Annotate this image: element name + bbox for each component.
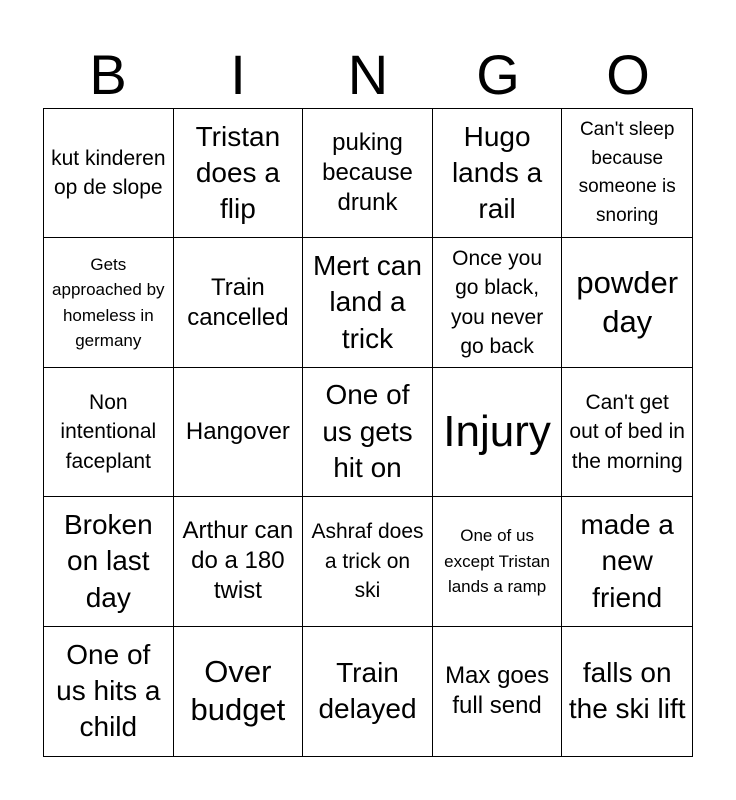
bingo-cell[interactable] xyxy=(433,238,563,367)
bingo-cell-text: Gets approached by homeless in germany xyxy=(52,254,165,351)
bingo-cell[interactable] xyxy=(433,627,563,756)
header-letter-i: I xyxy=(230,43,246,106)
header-letter-o: O xyxy=(606,43,650,106)
bingo-cell[interactable] xyxy=(44,497,174,626)
bingo-cell-text: Broken on last day xyxy=(63,508,153,613)
header-letter-n: N xyxy=(347,43,389,106)
bingo-cell[interactable] xyxy=(174,627,304,756)
bingo-cell-text: One of us gets hit on xyxy=(322,379,413,484)
bingo-cell[interactable] xyxy=(562,497,692,626)
bingo-cell[interactable] xyxy=(174,238,304,367)
bingo-cell[interactable] xyxy=(433,497,563,626)
bingo-cell-text: falls on the ski lift xyxy=(568,656,686,725)
bingo-cell-text: Max goes full send xyxy=(445,662,550,720)
bingo-header xyxy=(43,42,693,108)
bingo-cell[interactable] xyxy=(562,238,692,367)
bingo-cell-text: Hangover xyxy=(185,417,290,445)
bingo-cell-text: Ashraf does a trick on ski xyxy=(311,520,424,603)
bingo-cell[interactable] xyxy=(562,368,692,497)
bingo-cell[interactable] xyxy=(174,368,304,497)
bingo-cell[interactable] xyxy=(303,627,433,756)
bingo-cell-text: powder day xyxy=(576,264,679,339)
bingo-cell[interactable] xyxy=(174,497,304,626)
bingo-cell-text: made a new friend xyxy=(580,508,674,613)
bingo-cell-text: Once you go black, you never go back xyxy=(450,246,544,358)
bingo-cell-text: Injury xyxy=(443,406,551,456)
bingo-cell-text: kut kinderen op de slope xyxy=(51,146,166,200)
bingo-cell[interactable] xyxy=(303,497,433,626)
bingo-cell[interactable] xyxy=(303,368,433,497)
header-letter-g: G xyxy=(476,43,520,106)
bingo-cell[interactable] xyxy=(44,368,174,497)
bingo-cell-text: Train delayed xyxy=(318,656,417,725)
bingo-cell-text: Non intentional faceplant xyxy=(60,390,157,473)
bingo-cell-text: Arthur can do a 180 twist xyxy=(182,517,294,605)
bingo-cell[interactable] xyxy=(44,238,174,367)
header-letter-b: B xyxy=(89,43,127,106)
bingo-cell-text: puking because drunk xyxy=(322,129,413,217)
bingo-cell[interactable] xyxy=(433,109,563,238)
bingo-cell[interactable] xyxy=(174,109,304,238)
bingo-cell-text: Can't get out of bed in the morning xyxy=(569,390,685,473)
bingo-cell-text: One of us except Tristan lands a ramp xyxy=(444,526,550,597)
bingo-grid xyxy=(43,108,693,757)
bingo-cell[interactable] xyxy=(303,238,433,367)
bingo-cell[interactable] xyxy=(303,109,433,238)
bingo-cell[interactable] xyxy=(562,109,692,238)
bingo-cell[interactable] xyxy=(433,368,563,497)
bingo-cell-text: Mert can land a trick xyxy=(313,250,422,354)
bingo-cell[interactable] xyxy=(562,627,692,756)
bingo-cell[interactable] xyxy=(44,627,174,756)
bingo-cell-text: One of us hits a child xyxy=(56,638,161,743)
bingo-cell-text: Tristan does a flip xyxy=(195,120,281,225)
bingo-cell[interactable] xyxy=(44,109,174,238)
bingo-cell-text: Over budget xyxy=(190,653,286,728)
bingo-cell-text: Train cancelled xyxy=(187,273,289,331)
bingo-cell-text: Can't sleep because someone is snoring xyxy=(578,119,676,226)
bingo-cell-text: Hugo lands a rail xyxy=(451,120,543,225)
